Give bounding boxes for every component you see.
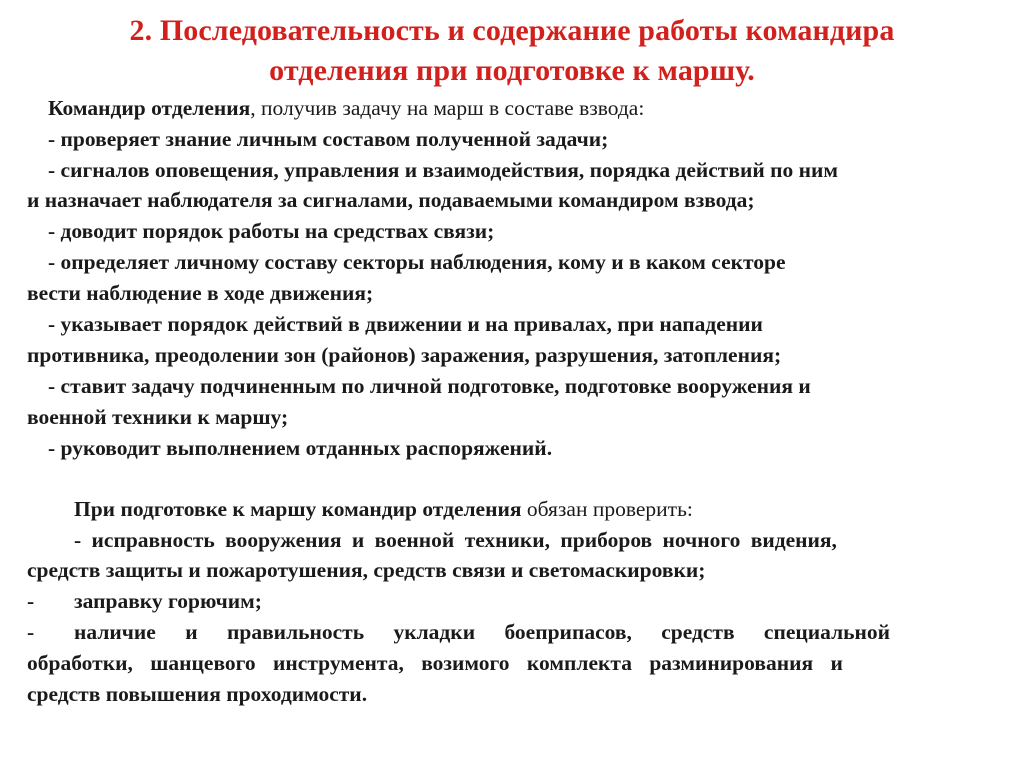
list-item: - указывает порядок действий в движении и на привалах, при нападении [48, 312, 763, 336]
list-item-continuation: средств повышения проходимости. [27, 682, 368, 706]
list-item-continuation: средств защиты и пожаротушения, средств связи и светомаскировки; [27, 558, 706, 582]
list-item-continuation: военной техники к маршу; [27, 405, 289, 429]
section2-intro-bold: При подготовке к маршу командир отделения [74, 497, 522, 521]
list-item: - ставит задачу подчиненным по личной подготовке, подготовке вооружения и [48, 374, 811, 398]
list-item: - сигналов оповещения, управления и взаимодействия, порядка действий по ним [48, 158, 839, 182]
section2-intro [74, 495, 693, 523]
list-item: заправку горючим; [74, 589, 262, 613]
list-item: - исправность вооружения и военной техники, приборов ночного видения, [74, 528, 837, 552]
section1-intro-bold: Командир отделения [48, 96, 251, 120]
list-item: - определяет личному составу секторы наблюдения, кому и в каком секторе [48, 250, 786, 274]
slide-title-line-2: отделения при подготовке к маршу. [269, 54, 755, 87]
list-item-continuation: и назначает наблюдателя за сигналами, подаваемыми командиром взвода; [27, 188, 755, 212]
list-item-continuation: противника, преодолении зон (районов) заражения, разрушения, затопления; [27, 343, 782, 367]
list-item-continuation: обработки, шанцевого инструмента, возимого комплекта разминирования и [27, 651, 843, 675]
list-item: - проверяет знание личным составом полученной задачи; [48, 127, 609, 151]
section1-intro-regular: , получив задачу на марш в составе взвода: [250, 96, 645, 120]
list-item: - руководит выполнением отданных распоряжений. [48, 436, 553, 460]
slide-title-line-1: 2. Последовательность и содержание работы командира [129, 14, 895, 47]
list-item-continuation: вести наблюдение в ходе движения; [27, 281, 374, 305]
section2-intro-regular: обязан проверить: [521, 497, 693, 521]
section1-intro [48, 94, 644, 122]
list-dash: - [27, 620, 35, 644]
list-item: наличие и правильность укладки боеприпасов, средств специальной [74, 620, 891, 644]
list-dash: - [27, 589, 35, 613]
list-item: - доводит порядок работы на средствах связи; [48, 219, 495, 243]
